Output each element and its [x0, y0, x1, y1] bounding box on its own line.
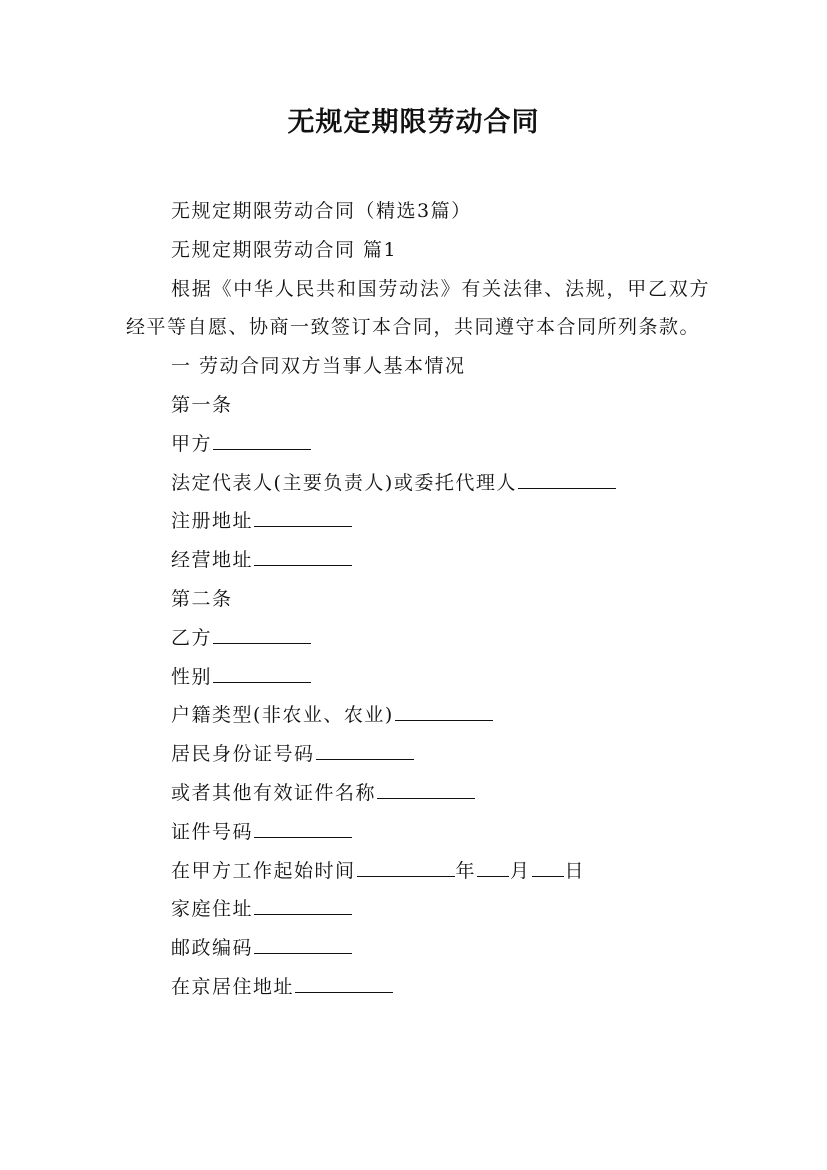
other-id-line	[126, 774, 710, 813]
start-time-line	[126, 852, 710, 891]
hukou-label: 户籍类型(非农业、农业)	[171, 704, 394, 727]
postal-code-line	[126, 929, 710, 968]
article-two: 第二条	[171, 587, 233, 610]
subtitle: 无规定期限劳动合同（精选3篇）	[171, 200, 472, 222]
day-label: 日	[564, 859, 586, 882]
gender-blank[interactable]	[213, 664, 311, 683]
postal-code-blank[interactable]	[254, 935, 352, 954]
biz-address-label: 经营地址	[171, 549, 254, 572]
biz-address-blank[interactable]	[254, 547, 352, 566]
id-number-line	[126, 735, 710, 774]
reg-address-label: 注册地址	[171, 510, 254, 533]
reg-address-line	[126, 502, 710, 541]
start-day-blank[interactable]	[532, 858, 564, 877]
id-number-blank[interactable]	[316, 741, 414, 760]
start-month-blank[interactable]	[477, 858, 509, 877]
party-b-line	[126, 619, 710, 658]
hukou-blank[interactable]	[395, 702, 493, 721]
party-a-label: 甲方	[171, 432, 213, 455]
legal-rep-line	[126, 464, 710, 503]
other-id-blank[interactable]	[377, 780, 475, 799]
id-doc-blank[interactable]	[254, 819, 352, 838]
gender-line	[126, 658, 710, 697]
party-a-blank[interactable]	[213, 431, 311, 450]
start-time-label: 在甲方工作起始时间	[171, 859, 356, 882]
id-number-label: 居民身份证号码	[171, 743, 315, 766]
document-body	[126, 192, 710, 1007]
article-one: 第一条	[171, 393, 233, 416]
reg-address-blank[interactable]	[254, 508, 352, 527]
id-doc-line	[126, 813, 710, 852]
id-doc-label: 证件号码	[171, 820, 254, 843]
party-b-blank[interactable]	[213, 625, 311, 644]
party-a-line	[126, 425, 710, 464]
section-heading: 无规定期限劳动合同 篇1	[171, 238, 398, 261]
party-b-label: 乙方	[171, 626, 213, 649]
intro-paragraph: 根据《中华人民共和国劳动法》有关法律、法规，甲乙双方经平等自愿、协商一致签订本合同，共同遵守本合同所列条款。	[126, 277, 710, 339]
postal-code-label: 邮政编码	[171, 937, 254, 960]
other-id-label: 或者其他有效证件名称	[171, 781, 377, 804]
month-label: 月	[510, 859, 531, 882]
home-address-label: 家庭住址	[171, 898, 254, 921]
start-year-blank[interactable]	[357, 858, 455, 877]
hukou-line	[126, 696, 710, 735]
part-one-heading: 一 劳动合同双方当事人基本情况	[171, 355, 466, 378]
year-label: 年	[455, 859, 477, 882]
document-title: 无规定期限劳动合同	[287, 107, 540, 138]
beijing-address-line	[126, 968, 710, 1007]
beijing-address-blank[interactable]	[295, 974, 393, 993]
home-address-blank[interactable]	[254, 896, 352, 915]
home-address-line	[126, 890, 710, 929]
biz-address-line	[126, 541, 710, 580]
beijing-address-label: 在京居住地址	[171, 975, 295, 998]
legal-rep-label: 法定代表人(主要负责人)或委托代理人	[171, 471, 517, 494]
legal-rep-blank[interactable]	[518, 470, 616, 489]
gender-label: 性别	[171, 665, 213, 688]
